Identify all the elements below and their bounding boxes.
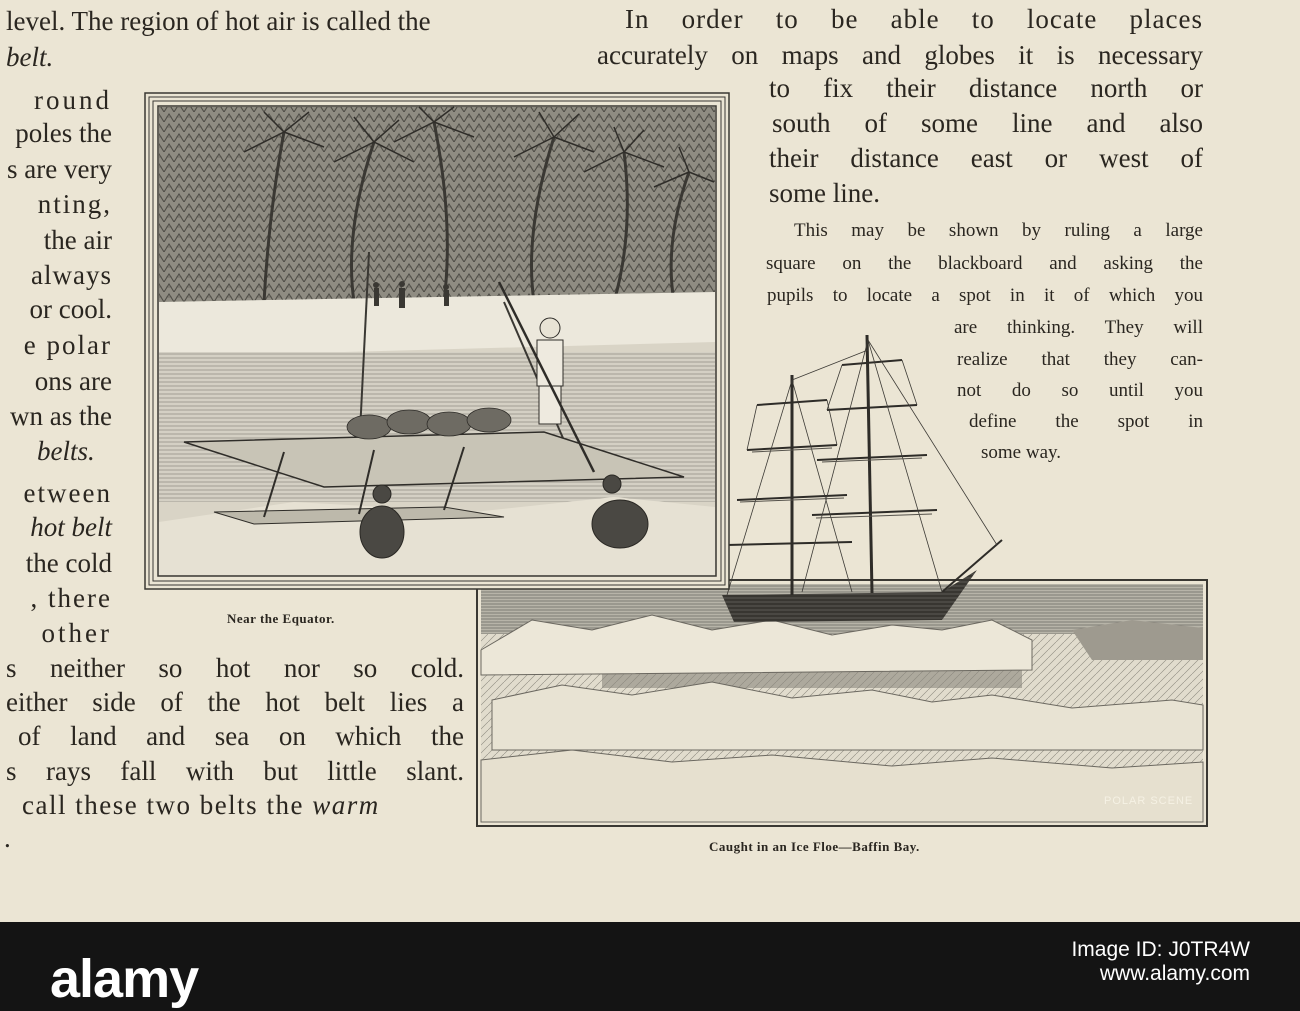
left-line-7: the air <box>43 225 112 255</box>
left-line-4: poles the <box>15 118 112 148</box>
right-p1-line-6: some line. <box>769 178 880 208</box>
left-line-24: . <box>4 823 11 853</box>
polar-plate-label: POLAR SCENE <box>1104 795 1194 807</box>
left-line-23-italic: warm <box>312 790 380 820</box>
left-line-13: belts. <box>37 436 95 466</box>
left-line-23-text: call these two belts the <box>22 790 304 820</box>
alamy-logo: alamy <box>50 949 199 1009</box>
left-line-3: round <box>34 85 112 115</box>
image-id: Image ID: J0TR4W <box>1071 938 1250 961</box>
right-p2-line-4: are thinking. They will <box>954 317 1203 338</box>
site-url[interactable]: www.alamy.com <box>1099 962 1250 985</box>
left-line-6: nting, <box>37 189 112 219</box>
right-p2-line-3: pupils to locate a spot in it of which you <box>767 285 1203 306</box>
left-line-16: the cold <box>25 548 112 578</box>
right-p2-line-2: square on the blackboard and asking the <box>766 253 1203 274</box>
left-line-20: either side of the hot belt lies a <box>6 687 464 717</box>
right-p1-line-5: their distance east or west of <box>769 143 1203 173</box>
right-p2-line-8: some way. <box>981 442 1062 463</box>
left-line-5: s are very <box>7 154 112 184</box>
left-line-11: ons are <box>34 366 112 396</box>
left-line-2: belt. <box>6 42 54 72</box>
left-line-12: wn as the <box>10 401 112 431</box>
left-line-14: etween <box>23 478 112 508</box>
right-p1-line-4: south of some line and also <box>772 108 1203 138</box>
right-p2-line-1: This may be shown by ruling a large <box>794 220 1203 241</box>
left-line-19: s neither so hot nor so cold. <box>6 653 464 683</box>
right-p1-line-2: accurately on maps and globes it is necessary <box>597 40 1203 70</box>
polar-caption: Caught in an Ice Floe—Baffin Bay. <box>709 839 920 854</box>
right-p2-line-7: define the spot in <box>969 411 1203 432</box>
left-line-9: or cool. <box>29 294 112 324</box>
right-p1-line-1: In order to be able to locate places <box>625 4 1203 34</box>
equator-caption: Near the Equator. <box>227 611 335 626</box>
left-line-22: s rays fall with but little slant. <box>6 756 464 786</box>
left-line-10: e polar <box>23 330 112 360</box>
left-line-15: hot belt <box>30 512 112 542</box>
right-p1-line-3: to fix their distance north or <box>769 73 1203 103</box>
equator-illustration <box>144 92 730 592</box>
left-line-21: of land and sea on which the <box>18 721 464 751</box>
left-line-1: level. The region of hot air is called the <box>6 6 431 36</box>
left-line-18: other <box>41 618 112 648</box>
left-line-17: , there <box>30 583 112 613</box>
right-p2-line-6: not do so until you <box>957 380 1203 401</box>
left-line-23 <box>22 792 380 819</box>
right-p2-line-5: realize that they can- <box>957 349 1203 370</box>
left-line-8: always <box>31 260 112 290</box>
